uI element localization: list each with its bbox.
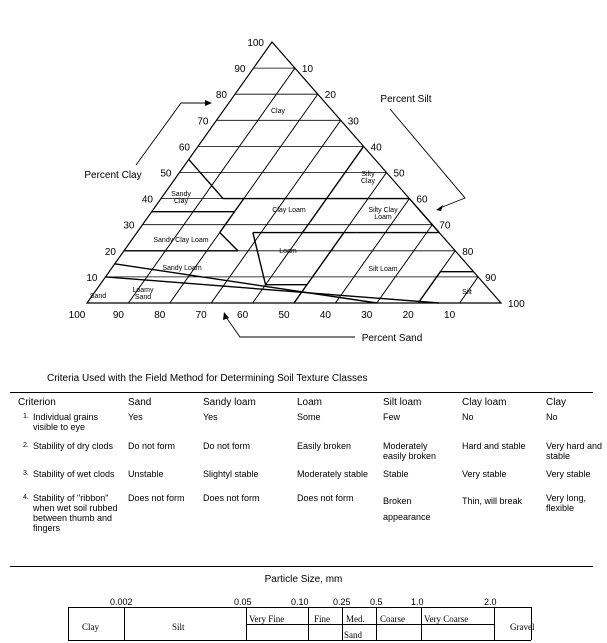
scale-tick-label: 0.10	[291, 597, 309, 607]
silt-tick-label: 50	[393, 168, 405, 180]
scale-tick-label: 0.5	[370, 597, 383, 607]
criterion-cell: Stability of dry clods	[33, 441, 114, 451]
silt-tick-label: 40	[370, 142, 382, 154]
table-value-cell: Moderately stable	[297, 469, 369, 479]
table-header-cell: Sand	[128, 397, 152, 408]
table-value-cell: Yes	[128, 412, 143, 422]
clay-tick-label: 10	[86, 272, 98, 284]
scale-class-coarse: Coarse	[380, 614, 405, 624]
table-value-cell: Thin, will break	[462, 496, 523, 506]
row-number: 3.	[23, 470, 29, 477]
criterion-cell: Stability of "ribbon" when wet soil rubbed between thumb and fingers	[33, 493, 118, 533]
class-boundary	[303, 199, 327, 233]
scale-class-clay: Clay	[82, 622, 99, 632]
scale-divider	[494, 607, 495, 640]
table-top-rule	[10, 392, 593, 393]
clay-tick-label: 60	[178, 142, 190, 154]
sand-tick-label: 70	[195, 310, 207, 321]
table-title: Criteria Used with the Field Method for Determining Soil Texture Classes	[47, 373, 368, 384]
sand-tick-label: 30	[361, 310, 373, 321]
clay-tick-label: 100	[247, 38, 264, 49]
row-number: 2.	[23, 442, 29, 449]
sand-tick-label: 20	[402, 310, 414, 321]
silt-grid-line	[377, 225, 433, 303]
clay-tick-label: 20	[104, 246, 116, 258]
arrow-head	[205, 100, 212, 106]
clay-tick-label: 80	[215, 90, 227, 102]
sand-tick-label: 50	[278, 310, 290, 321]
percent-clay-arrow	[136, 103, 205, 165]
clay-tick-label: 50	[160, 168, 172, 180]
class-boundary	[189, 159, 223, 198]
percent-silt-label: Percent Silt	[380, 94, 432, 105]
scale-tick-label: 0.05	[234, 597, 252, 607]
arrow-head	[223, 312, 229, 320]
class-label-sandy-loam: Sandy Loam	[162, 265, 202, 272]
scale-tick-label: 1.0	[411, 597, 424, 607]
clay-tick-label: 70	[197, 116, 209, 128]
class-label-loamy-sand: Loamy Sand	[132, 287, 154, 301]
table-value-cell: Easily broken	[297, 441, 352, 451]
sand-tick-label: 90	[112, 310, 124, 321]
table-value-cell: No	[462, 412, 474, 422]
class-label-silty-clay: Silty Clay	[360, 171, 376, 185]
clay-tick-label: 90	[234, 64, 246, 76]
table-value-cell: Stable	[383, 469, 409, 479]
table-value-cell: Slightyl stable	[203, 469, 259, 479]
table-value-cell: Does not form	[297, 493, 354, 503]
table-value-cell: Does not form	[203, 493, 260, 503]
class-boundary	[220, 199, 244, 233]
silt-tick-label: 100	[508, 299, 525, 310]
table-value-cell: Unstable	[128, 469, 164, 479]
scale-class-sand: Sand	[344, 630, 362, 640]
criterion-cell: Stability of wet clods	[33, 469, 115, 479]
clay-tick-label: 30	[123, 220, 135, 232]
class-label-silt-loam: Silt Loam	[368, 266, 398, 273]
scale-divider	[124, 607, 125, 640]
table-value-cell: Hard and stable	[462, 441, 526, 451]
silt-tick-label: 10	[301, 64, 314, 76]
table-header-cell: Criterion	[18, 397, 56, 408]
table-header-cell: Clay	[546, 397, 567, 408]
class-boundary	[115, 264, 377, 303]
row-number: 4.	[23, 494, 29, 501]
clay-tick-label: 40	[141, 194, 153, 206]
sand-subdivision-line	[246, 624, 494, 625]
particle-size-title: Particle Size, mm	[264, 574, 343, 585]
class-boundary	[220, 233, 238, 251]
silt-tick-label: 30	[347, 116, 359, 128]
table-value-cell: Yes	[203, 412, 218, 422]
class-label-clay: Clay	[270, 108, 286, 115]
scale-class-gravel: Gravel	[510, 622, 535, 632]
table-value-cell: Few	[383, 412, 401, 422]
percent-silt-arrow	[390, 109, 465, 208]
sand-tick-label: 100	[68, 310, 86, 321]
scale-class-med: Med.	[346, 614, 365, 624]
sand-tick-label: 10	[444, 310, 456, 321]
scale-class-very-coarse: Very Coarse	[424, 614, 469, 624]
percent-clay-label: Percent Clay	[84, 170, 142, 181]
table-value-cell: Very stable	[462, 469, 507, 479]
table-value-cell: Do not form	[203, 441, 251, 451]
scale-top-line	[68, 607, 531, 608]
sand-tick-label: 40	[319, 310, 331, 321]
scale-bottom-line	[68, 640, 531, 641]
table-value-cell: Moderately easily broken	[383, 441, 437, 461]
arrow-head	[436, 205, 443, 211]
table-header-cell: Silt loam	[383, 397, 422, 408]
scale-class-fine: Fine	[314, 614, 331, 624]
table-value-cell: Very long, flexible	[546, 493, 587, 513]
class-label-sand: Sand	[89, 293, 107, 300]
class-label-clay-loam: Clay Loam	[272, 207, 306, 214]
table-header-cell: Clay loam	[462, 397, 507, 408]
table-value-cell: Some	[297, 412, 321, 422]
scale-class-very-fine: Very Fine	[249, 614, 285, 624]
class-label-sandy-clay-loam: Sandy Clay Loam	[153, 237, 209, 244]
table-value-cell: Do not form	[128, 441, 176, 451]
silt-tick-label: 80	[462, 246, 474, 258]
criterion-cell: Individual grains visible to eye	[33, 412, 99, 432]
table-value-cell: Very hard and stable	[546, 441, 603, 461]
scale-tick-label: 0.25	[333, 597, 351, 607]
silt-tick-label: 20	[324, 90, 336, 102]
class-label-loam: Loam	[279, 248, 297, 255]
scale-tick-label: 2.0	[484, 597, 497, 607]
class-label-silt: Silt	[462, 289, 472, 296]
table-value-cell: Very stable	[546, 469, 591, 479]
class-boundary	[418, 272, 440, 303]
scale-tick-label: 0.002	[110, 597, 133, 607]
silt-tick-label: 70	[439, 220, 451, 232]
scale-class-silt: Silt	[172, 622, 185, 632]
sand-tick-label: 80	[154, 310, 166, 321]
silt-tick-label: 90	[485, 272, 497, 284]
class-label-sandy-clay: Sandy Clay	[171, 191, 191, 205]
table-value-cell: Does not form	[128, 493, 185, 503]
table-header-cell: Loam	[297, 397, 323, 408]
class-boundary	[106, 277, 439, 303]
table-header-cell: Sandy loam	[203, 397, 256, 408]
table-value-cell: Broken appearance	[383, 496, 431, 522]
table-bottom-rule	[10, 566, 593, 567]
row-number: 1.	[23, 413, 29, 420]
percent-sand-label: Percent Sand	[361, 333, 423, 344]
silt-tick-label: 60	[416, 194, 428, 206]
class-label-silty-clay-loam: Silty Clay Loam	[368, 207, 398, 221]
table-value-cell: No	[546, 412, 558, 422]
scale-divider	[68, 607, 69, 640]
sand-tick-label: 60	[237, 310, 249, 321]
